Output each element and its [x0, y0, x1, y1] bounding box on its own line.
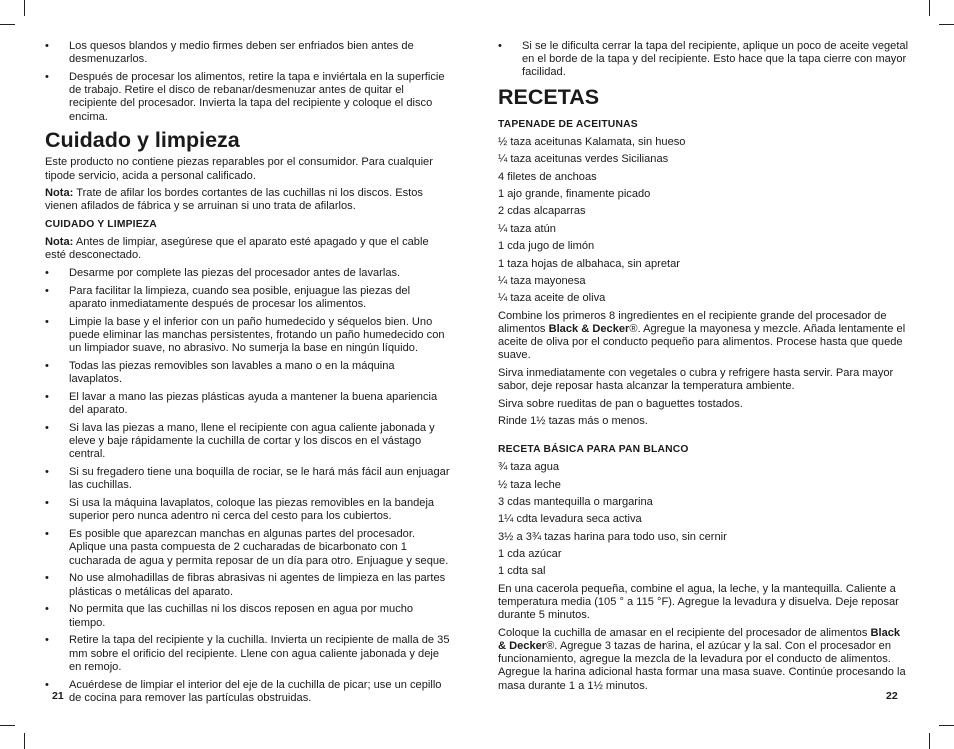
- recipe-title: RECETA BÁSICA PARA PAN BLANCO: [498, 443, 689, 455]
- ingredient: 3½ a 3¾ tazas harina para todo uso, sin cernir: [498, 530, 727, 543]
- step-text: ®. Agregue 3 tazas de harina, el azúcar y la sal. Con el procesador en funcionamiento, agregue la mezcla de la levadura por el conducto de alimentos. Agregue la harina adicional hasta formar una masa suave. Continúe procesando la masa durante 1 a 1½ minutos.: [498, 640, 906, 692]
- ingredient: ¼ taza aceite de oliva: [498, 292, 606, 305]
- ingredient: 1 cda jugo de limón: [498, 240, 595, 253]
- ingredient: ¼ taza mayonesa: [498, 274, 586, 287]
- intro-paragraph: Este producto no contiene piezas reparables por el consumidor. Para cualquier tipode servicio, acida a personal calificado.: [45, 156, 433, 182]
- ingredient-list: [498, 461, 910, 579]
- recipe-step: Sirva sobre rueditas de pan o baguettes tostados.: [498, 397, 743, 410]
- list-item: • Si se le dificulta cerrar la tapa del recipiente, aplique un poco de aceite vegetal en el borde de la tapa y del recipiente. Esto hace que la tapa cierre con mayor facilidad.: [498, 40, 910, 80]
- note-paragraph: [45, 236, 450, 262]
- crop-mark: [0, 725, 15, 726]
- note-text: Antes de limpiar, asegúrese que el aparato esté apagado y que el cable esté desconectado.: [45, 236, 429, 262]
- list-item: • Los quesos blandos y medio firmes deben ser enfriados bien antes de desmenuzarlos.: [45, 40, 450, 66]
- crop-mark: [24, 733, 25, 749]
- ingredient: ¾ taza agua: [498, 461, 560, 474]
- crop-mark: [929, 0, 930, 16]
- crop-mark: [939, 725, 954, 726]
- ingredient: 1 taza hojas de albahaca, sin apretar: [498, 257, 680, 270]
- recipe-yield: Rinde 1½ tazas más o menos.: [498, 415, 648, 428]
- ingredient: 2 cdas alcaparras: [498, 205, 586, 218]
- section-heading: RECETAS: [498, 84, 600, 109]
- list-item: • Limpie la base y el inferior con un paño humedecido y séquelos bien. Uno puede eliminar las manchas persistentes, frotando un paño humedecido con un limpiador suave, no abrasivo. No sumerja la base en ningún líquido.: [45, 316, 450, 356]
- crop-mark: [24, 0, 25, 16]
- tips-list: [45, 40, 450, 124]
- note-text: Trate de afilar los bordes cortantes de las cuchillas ni los discos. Estos vienen afilados de fábrica y se arruinan si uno trata de afilarlos.: [45, 187, 423, 213]
- step-text: ®. Agregue la mayonesa y mezcle. Añada lentamente el aceite de oliva por el conducto pequeño para alimentos. Procese hasta que quede suave.: [498, 322, 906, 362]
- subheading: CUIDADO Y LIMPIEZA: [45, 219, 157, 230]
- note-label: Nota:: [45, 187, 74, 200]
- ingredient: 1 cda azúcar: [498, 548, 562, 561]
- list-item: • Si usa la máquina lavaplatos, coloque las piezas removibles en la bandeja superior pero nunca adentro ni cerca del cesto para los cubiertos.: [45, 497, 450, 523]
- recipe-title: TAPENADE DE ACEITUNAS: [498, 118, 638, 130]
- list-item: • Si su fregadero tiene una boquilla de rociar, se le hará más fácil aun enjuagar las cuchillas.: [45, 466, 450, 492]
- ingredient: ¼ taza atún: [498, 222, 556, 235]
- ingredient: ¼ taza aceitunas verdes Sicilianas: [498, 153, 669, 166]
- list-item: • El lavar a mano las piezas plásticas ayuda a mantener la buena apariencia del aparato.: [45, 391, 450, 417]
- crop-mark: [929, 733, 930, 749]
- recipe-step: [498, 627, 910, 693]
- list-item: • Si lava las piezas a mano, llene el recipiente con agua caliente jabonada y eleve y baje rápidamente la cuchilla de cortar y los discos en el vástago central.: [45, 422, 450, 462]
- ingredient-list: [498, 136, 910, 306]
- list-item: • Todas las piezas removibles son lavables a mano o en la máquina lavaplatos.: [45, 360, 450, 386]
- list-item: • No permita que las cuchillas ni los discos reposen en agua por mucho tiempo.: [45, 603, 450, 629]
- list-item: • Desarme por complete las piezas del procesador antes de lavarlas.: [45, 267, 450, 280]
- ingredient: 1 cdta sal: [498, 565, 546, 578]
- recipe-step: Sirva inmediatamente con vegetales o cubra y refrigere hasta servir. Para mayor sabor, deje reposar hasta alcanzar la temperatura ambiente.: [498, 366, 894, 393]
- tips-list: [498, 40, 910, 80]
- ingredient: ½ taza leche: [498, 478, 561, 491]
- list-item: • Retire la tapa del recipiente y la cuchilla. Invierta un recipiente de malla de 35 mm sobre el orificio del recipiente. Llene con agua caliente jabonada y deje en remojo.: [45, 634, 450, 674]
- list-item: • Después de procesar los alimentos, retire la tapa e inviértala en la superficie de trabajo. Retire el disco de rebanar/desmenuzar antes de quitar el recipiente del procesador. Invierta la tapa del recipiente y coloque el disco encima.: [45, 71, 450, 124]
- page-number-left: 21: [52, 690, 64, 702]
- page-number-right: 22: [886, 690, 898, 702]
- step-text: Coloque la cuchilla de amasar en el recipiente del procesador de alimentos: [498, 626, 871, 639]
- recipe-step: En una cacerola pequeña, combine el agua, la leche, y la mantequilla. Caliente a temperatura media (105 ° a 115 °F). Agregue la levadura y disuelva. Deje reposar durante 5 minutos.: [498, 582, 899, 622]
- crop-mark: [0, 24, 15, 25]
- brand-name: Black & Decker: [498, 626, 901, 653]
- ingredient: 1 ajo grande, finamente picado: [498, 187, 651, 200]
- left-page: [45, 40, 450, 710]
- ingredient: ½ taza aceitunas Kalamata, sin hueso: [498, 135, 686, 148]
- ingredient: 1¼ cdta levadura seca activa: [498, 513, 642, 526]
- list-item: • Es posible que aparezcan manchas en algunas partes del procesador. Aplique una pasta compuesta de 2 cucharadas de bicarbonato con 1 cucharada de agua y permita reposar de un día para otro. Enjuague y seque.: [45, 528, 450, 568]
- recipe-step: [498, 310, 910, 363]
- brand-name: Black & Decker: [548, 322, 630, 335]
- right-page: [498, 40, 910, 697]
- cleaning-list: [45, 267, 450, 705]
- list-item: • Acuérdese de limpiar el interior del eje de la cuchilla de picar; use un cepillo de cocina para remover las partículas obstruidas.: [45, 679, 450, 705]
- note-label: Nota:: [45, 236, 74, 249]
- list-item: • Para facilitar la limpieza, cuando sea posible, enjuague las piezas del aparato inmediatamente después de procesar los alimentos.: [45, 285, 450, 311]
- note-paragraph: [45, 187, 450, 213]
- ingredient: 4 filetes de anchoas: [498, 170, 597, 183]
- crop-mark: [939, 24, 954, 25]
- list-item: • No use almohadillas de fibras abrasivas ni agentes de limpieza en las partes plásticas o metálicas del aparato.: [45, 572, 450, 598]
- section-heading: Cuidado y limpieza: [45, 128, 240, 153]
- ingredient: 3 cdas mantequilla o margarina: [498, 495, 653, 508]
- step-text: Combine los primeros 8 ingredientes en el recipiente grande del procesador de alimentos: [498, 309, 887, 335]
